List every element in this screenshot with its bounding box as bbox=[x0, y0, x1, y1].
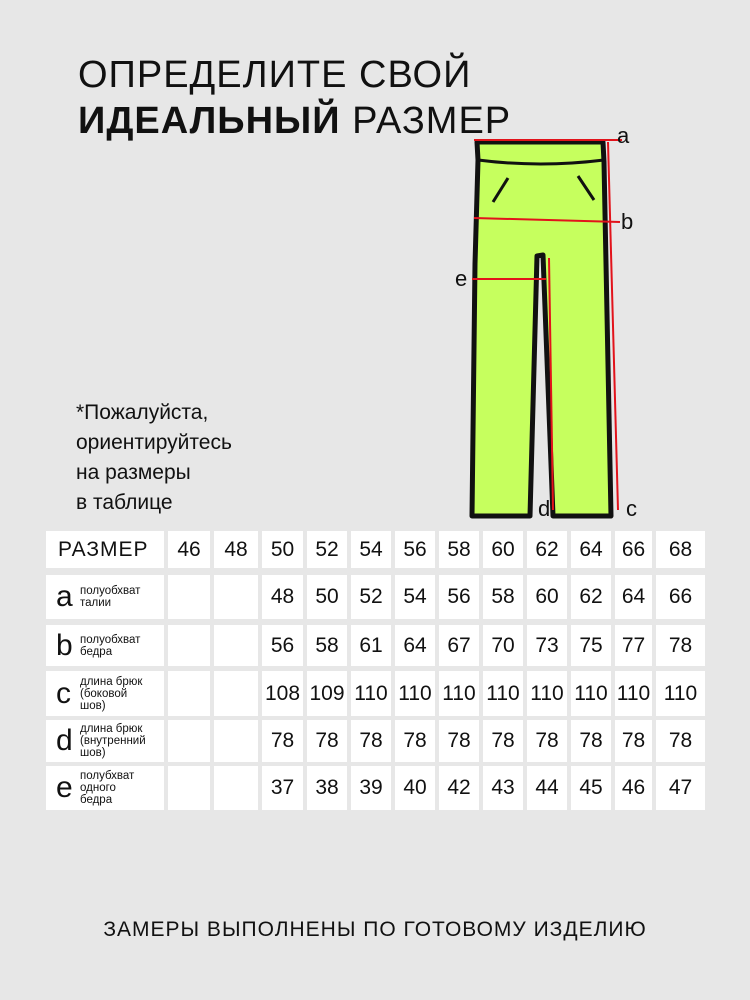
table-cell: 46 bbox=[615, 766, 652, 810]
size-header-cell: 68 bbox=[656, 531, 705, 568]
row-description-line: полуобхват bbox=[80, 585, 141, 597]
row-letter: c bbox=[56, 676, 71, 710]
table-cell: 52 bbox=[351, 575, 391, 619]
table-cell: 78 bbox=[439, 720, 479, 762]
table-cell: 37 bbox=[262, 766, 303, 810]
table-cell: 110 bbox=[395, 671, 435, 716]
label-c: c bbox=[626, 496, 637, 521]
table-cell: 42 bbox=[439, 766, 479, 810]
note-line: ориентируйтесь bbox=[76, 431, 232, 454]
table-cell: 64 bbox=[615, 575, 652, 619]
table-cell: 78 bbox=[262, 720, 303, 762]
table-cell bbox=[168, 575, 210, 619]
label-b: b bbox=[621, 209, 634, 234]
row-letter: a bbox=[56, 580, 73, 613]
table-cell: 70 bbox=[483, 625, 523, 666]
table-cell: 60 bbox=[527, 575, 567, 619]
footer-note: ЗАМЕРЫ ВЫПОЛНЕНЫ ПО ГОТОВОМУ ИЗДЕЛИЮ bbox=[103, 918, 647, 941]
size-header-cell: 46 bbox=[168, 531, 210, 568]
table-cell: 78 bbox=[656, 720, 705, 762]
table-cell: 78 bbox=[351, 720, 391, 762]
table-cell: 73 bbox=[527, 625, 567, 666]
row-description-line: талии bbox=[80, 597, 112, 609]
size-header-cell: 56 bbox=[395, 531, 435, 568]
row-description bbox=[80, 585, 140, 609]
table-cell bbox=[168, 766, 210, 810]
table-cell: 58 bbox=[483, 575, 523, 619]
table-cell: 78 bbox=[656, 625, 705, 666]
row-description-line: длина брюк bbox=[80, 723, 143, 735]
table-cell bbox=[214, 766, 258, 810]
table-cell: 44 bbox=[527, 766, 567, 810]
table-cell: 78 bbox=[307, 720, 347, 762]
table-cell: 110 bbox=[615, 671, 652, 716]
size-header-cell: 62 bbox=[527, 531, 567, 568]
table-cell: 47 bbox=[656, 766, 705, 810]
title-bold-word: ИДЕАЛЬНЫЙ bbox=[78, 100, 341, 142]
table-cell: 110 bbox=[483, 671, 523, 716]
pants-illustration bbox=[472, 142, 611, 516]
table-cell: 58 bbox=[307, 625, 347, 666]
size-header-cell: 52 bbox=[307, 531, 347, 568]
row-description bbox=[80, 634, 140, 658]
table-cell: 78 bbox=[395, 720, 435, 762]
row-description-line: одного bbox=[80, 782, 116, 794]
size-header-cell: 60 bbox=[483, 531, 523, 568]
table-cell: 78 bbox=[527, 720, 567, 762]
row-label-a bbox=[46, 575, 164, 619]
row-letter: b bbox=[56, 628, 73, 662]
row-label-c bbox=[46, 671, 164, 716]
table-cell bbox=[214, 625, 258, 666]
row-letter: d bbox=[56, 724, 73, 757]
size-header-cell: 54 bbox=[351, 531, 391, 568]
row-label-e bbox=[46, 766, 164, 810]
title-line-1: ОПРЕДЕЛИТЕ СВОЙ bbox=[78, 54, 472, 96]
table-cell: 62 bbox=[571, 575, 611, 619]
table-cell bbox=[168, 671, 210, 716]
table-cell: 110 bbox=[571, 671, 611, 716]
table-cell: 61 bbox=[351, 625, 391, 666]
table-cell: 67 bbox=[439, 625, 479, 666]
row-letter: e bbox=[56, 771, 73, 804]
table-cell: 75 bbox=[571, 625, 611, 666]
label-a: a bbox=[617, 123, 630, 148]
row-description-line: шов) bbox=[80, 699, 106, 712]
row-description bbox=[80, 770, 134, 806]
row-description-line: длина брюк bbox=[80, 675, 143, 688]
table-cell: 78 bbox=[571, 720, 611, 762]
row-label-d bbox=[46, 720, 164, 762]
table-cell: 56 bbox=[439, 575, 479, 619]
row-description-line: полуобхват bbox=[80, 633, 141, 646]
row-description-line: (внутренний bbox=[80, 735, 146, 747]
label-e: e bbox=[455, 266, 468, 291]
size-header-cell: 64 bbox=[571, 531, 611, 568]
table-cell: 50 bbox=[307, 575, 347, 619]
table-cell bbox=[214, 671, 258, 716]
row-description bbox=[80, 676, 142, 712]
table-cell: 110 bbox=[656, 671, 705, 716]
size-header-cell: 66 bbox=[615, 531, 652, 568]
table-cell bbox=[214, 720, 258, 762]
table-cell: 45 bbox=[571, 766, 611, 810]
note-line: *Пожалуйста, bbox=[76, 401, 209, 424]
table-cell: 38 bbox=[307, 766, 347, 810]
table-cell: 48 bbox=[262, 575, 303, 619]
table-cell: 64 bbox=[395, 625, 435, 666]
row-description-line: полубхват bbox=[80, 770, 135, 782]
row-description-line: бедра bbox=[80, 794, 113, 806]
table-cell: 78 bbox=[615, 720, 652, 762]
table-cell: 54 bbox=[395, 575, 435, 619]
table-cell: 77 bbox=[615, 625, 652, 666]
size-header-label: РАЗМЕР bbox=[46, 531, 164, 568]
label-d: d bbox=[538, 496, 551, 521]
pants-measurement-diagram bbox=[440, 120, 660, 530]
table-cell: 56 bbox=[262, 625, 303, 666]
table-cell: 108 bbox=[262, 671, 303, 716]
table-cell bbox=[168, 720, 210, 762]
row-description-line: шов) bbox=[80, 747, 106, 759]
note-line: на размеры bbox=[76, 461, 191, 484]
table-cell: 110 bbox=[351, 671, 391, 716]
table-cell: 109 bbox=[307, 671, 347, 716]
note-line: в таблице bbox=[76, 491, 173, 514]
table-cell: 39 bbox=[351, 766, 391, 810]
table-cell: 110 bbox=[439, 671, 479, 716]
table-cell: 78 bbox=[483, 720, 523, 762]
row-label-b bbox=[46, 625, 164, 666]
size-header-cell: 50 bbox=[262, 531, 303, 568]
row-description bbox=[80, 723, 146, 759]
table-cell: 43 bbox=[483, 766, 523, 810]
table-cell: 66 bbox=[656, 575, 705, 619]
size-note bbox=[76, 398, 232, 518]
table-cell: 110 bbox=[527, 671, 567, 716]
size-header-cell: 58 bbox=[439, 531, 479, 568]
table-cell bbox=[214, 575, 258, 619]
row-description-line: бедра bbox=[80, 645, 113, 658]
row-description-line: (боковой bbox=[80, 687, 128, 700]
size-header-cell: 48 bbox=[214, 531, 258, 568]
title-rest-word: РАЗМЕР bbox=[340, 100, 512, 142]
table-cell bbox=[168, 625, 210, 666]
table-cell: 40 bbox=[395, 766, 435, 810]
